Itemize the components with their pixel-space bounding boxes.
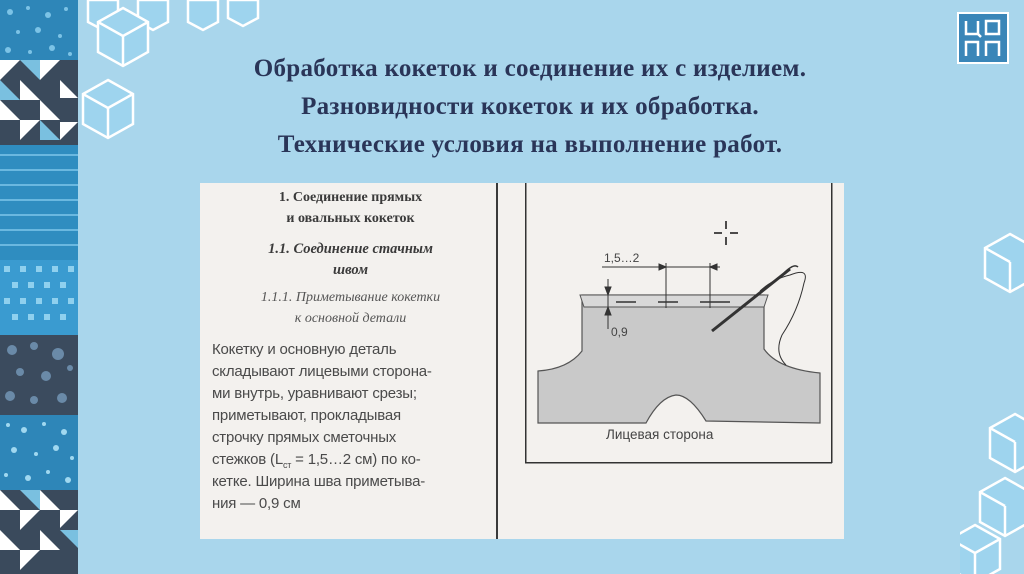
subsubsection-heading-line-1: 1.1.1. Приметывание кокетки	[260, 290, 441, 305]
body-text-line: Кокетку и основную деталь	[212, 341, 397, 358]
diagram-frame-right	[831, 183, 833, 463]
crosshair-icon	[714, 221, 738, 245]
subsection-heading-line-1: 1.1. Соединение стачным	[268, 241, 433, 257]
body-text-line: строчку прямых сметочных	[212, 429, 397, 446]
decorative-cubes-right	[960, 230, 1024, 574]
dimension-seam-width-label: 0,9	[611, 325, 628, 339]
slide-title-line-1: Обработка кокеток и соединение их с изделием.	[253, 55, 807, 82]
section-heading-line-1: 1. Соединение прямых	[278, 190, 423, 205]
subsubsection-heading-line-2: к основной детали	[294, 311, 407, 326]
formula-prefix: стежков (L	[212, 451, 283, 468]
subsection-heading-line-2: швом	[333, 262, 368, 278]
slide-title-line-3: Технические условия на выполнение работ.	[277, 131, 783, 158]
organization-logo	[957, 12, 1009, 64]
body-text-line: ния — 0,9 см	[212, 495, 301, 512]
decorative-pattern-strip	[0, 0, 78, 574]
section-heading-line-2: и овальных кокеток	[286, 211, 415, 226]
yoke-basting-diagram	[498, 183, 844, 539]
diagram-frame	[525, 183, 527, 463]
fabric-side-caption: Лицевая сторона	[606, 427, 714, 442]
diagram-frame-bottom	[525, 462, 832, 464]
body-text-line: складывают лицевыми сторона-	[212, 363, 432, 380]
body-text-line: кетке. Ширина шва приметыва-	[212, 473, 426, 490]
body-text-line: приметывают, прокладывая	[212, 407, 401, 424]
slide-title-line-2: Разновидности кокеток и их обработка.	[301, 93, 759, 120]
fabric-piece	[538, 295, 820, 423]
formula-subscript: ст	[282, 460, 292, 470]
dimension-stitch-length-label: 1,5…2	[604, 251, 640, 265]
formula-suffix: = 1,5…2 см) по ко-	[291, 451, 421, 468]
body-text-line: ми внутрь, уравнивают срезы;	[212, 385, 417, 402]
body-text-line-formula	[212, 451, 421, 470]
slide-title	[150, 50, 910, 164]
